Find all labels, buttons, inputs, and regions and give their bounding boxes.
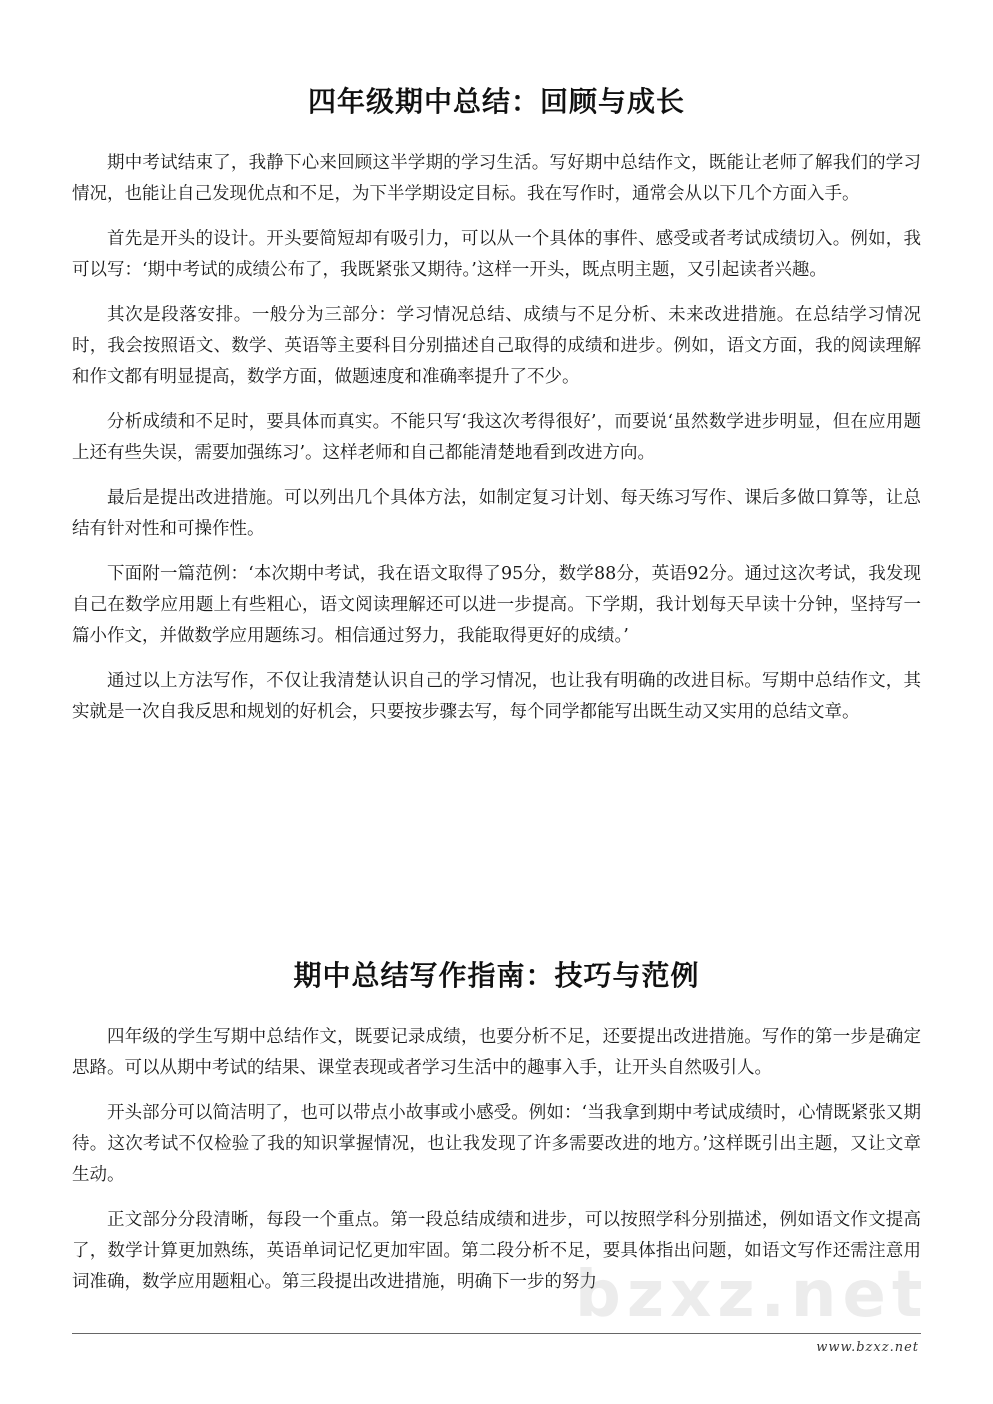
article-1-paragraph-7: 通过以上方法写作，不仅让我清楚认识自己的学习情况，也让我有明确的改进目标。写期中总结作文，其实就是一次自我反思和规划的好机会，只要按步骤去写，每个同学都能写出既生动又实用的总结文章。 <box>72 671 921 722</box>
article-1-paragraph-1: 期中考试结束了，我静下心来回顾这半学期的学习生活。写好期中总结作文，既能让老师了解我们的学习情况，也能让自己发现优点和不足，为下半学期设定目标。我在写作时，通常会从以下几个方面入手。 <box>72 153 921 204</box>
footer-url: www.bzxz.net <box>816 1340 919 1355</box>
article-2-title: 期中总结写作指南：技巧与范例 <box>293 959 700 992</box>
watermark: bzxz.net <box>575 1258 929 1332</box>
article-1 <box>72 82 921 742</box>
footer-divider <box>72 1333 921 1334</box>
article-1-title: 四年级期中总结：回顾与成长 <box>307 85 685 118</box>
article-2-paragraph-1: 四年级的学生写期中总结作文，既要记录成绩，也要分析不足，还要提出改进措施。写作的第一步是确定思路。可以从期中考试的结果、课堂表现或者学习生活中的趣事入手，让开头自然吸引人。 <box>72 1027 921 1078</box>
article-1-paragraph-4: 分析成绩和不足时，要具体而真实。不能只写‘我这次考得很好’，而要说‘虽然数学进步明显，但在应用题上还有些失误，需要加强练习’。这样老师和自己都能清楚地看到改进方向。 <box>72 412 921 463</box>
article-1-paragraph-6: 下面附一篇范例：‘本次期中考试，我在语文取得了95分，数学88分，英语92分。通过这次考试，我发现自己在数学应用题上有些粗心，语文阅读理解还可以进一步提高。下学期，我计划每天早读十分钟，坚持写一篇小作文，并做数学应用题练习。相信通过努力，我能取得更好的成绩。’ <box>72 564 921 646</box>
article-2-paragraph-2: 开头部分可以简洁明了，也可以带点小故事或小感受。例如：‘当我拿到期中考试成绩时，心情既紧张又期待。这次考试不仅检验了我的知识掌握情况，也让我发现了许多需要改进的地方。’这样既引出主题，又让文章生动。 <box>72 1103 921 1185</box>
article-1-paragraph-2: 首先是开头的设计。开头要简短却有吸引力，可以从一个具体的事件、感受或者考试成绩切入。例如，我可以写：‘期中考试的成绩公布了，我既紧张又期待。’这样一开头，既点明主题，又引起读者兴趣。 <box>72 229 921 280</box>
article-2 <box>72 956 921 1312</box>
article-1-paragraph-5: 最后是提出改进措施。可以列出几个具体方法，如制定复习计划、每天练习写作、课后多做口算等，让总结有针对性和可操作性。 <box>72 488 921 539</box>
article-2-paragraph-3: 正文部分分段清晰，每段一个重点。第一段总结成绩和进步，可以按照学科分别描述，例如语文作文提高了，数学计算更加熟练，英语单词记忆更加牢固。第二段分析不足，要具体指出问题，如语文写作还需注意用词准确，数学应用题粗心。第三段提出改进措施，明确下一步的努力 <box>72 1210 921 1292</box>
article-1-paragraph-3: 其次是段落安排。一般分为三部分：学习情况总结、成绩与不足分析、未来改进措施。在总结学习情况时，我会按照语文、数学、英语等主要科目分别描述自己取得的成绩和进步。例如，语文方面，我的阅读理解和作文都有明显提高，数学方面，做题速度和准确率提升了不少。 <box>72 305 921 387</box>
